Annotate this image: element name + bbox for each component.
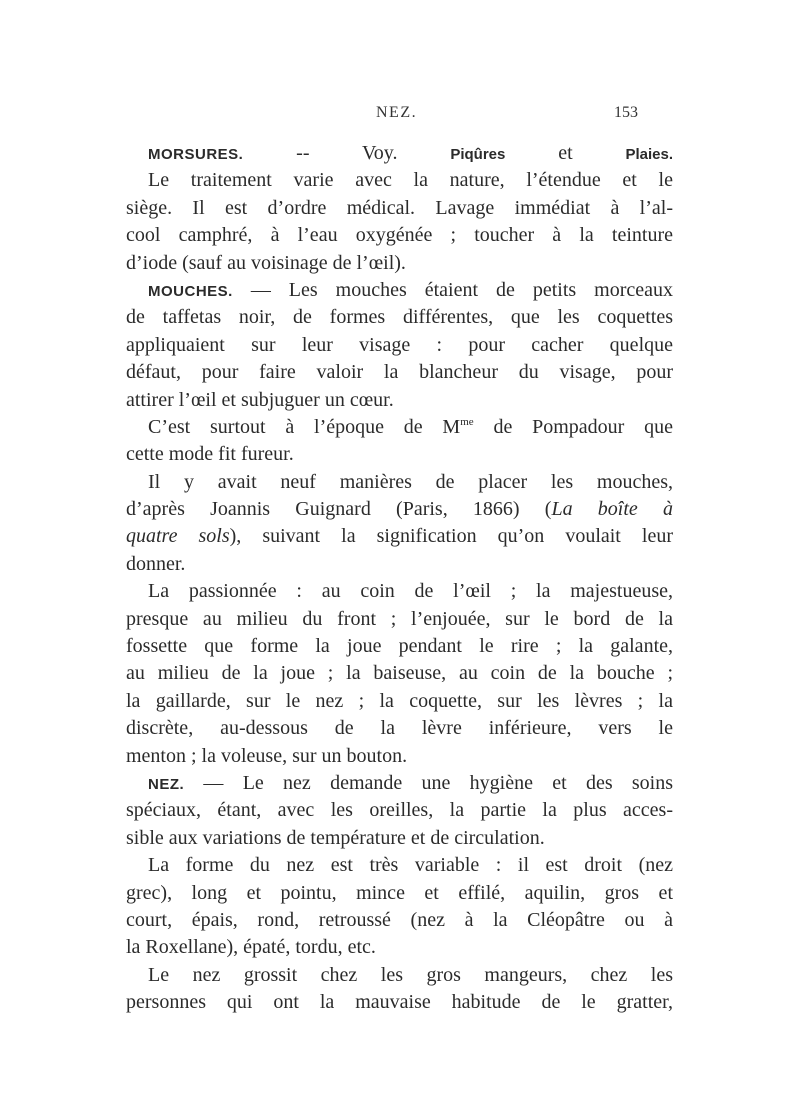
text-segment: d’après Joannis Guignard (Paris, 1866) ( xyxy=(126,498,552,521)
text-line: Il y avait neuf manières de placer les mouches, xyxy=(148,470,673,493)
text-line: siège. Il est d’ordre médical. Lavage immédiat à l’al- xyxy=(126,196,673,219)
entry-keyword-mouches: MOUCHES. xyxy=(148,282,233,300)
text-line: défaut, pour faire valoir la blancheur du visage, pour xyxy=(126,361,673,384)
body-text xyxy=(126,140,673,1017)
text-line: court, épais, rond, retroussé (nez à la Cléopâtre ou à xyxy=(126,908,673,931)
text-line: sible aux variations de température et de circulation. xyxy=(126,826,545,849)
entry-text: — Les mouches étaient de petits morceaux xyxy=(232,278,673,301)
text-line: la gaillarde, sur le nez ; la coquette, sur les lèvres ; la xyxy=(126,689,673,712)
text-segment: ), suivant la signification qu’on voulait leur xyxy=(229,525,673,548)
superscript: me xyxy=(460,415,474,428)
text-line: Le nez grossit chez les gros mangeurs, chez les xyxy=(148,963,673,986)
entry-keyword-nez: NEZ. xyxy=(148,775,185,793)
text-line: attirer l’œil et subjuguer un cœur. xyxy=(126,388,394,411)
cross-ref-et: et xyxy=(505,142,626,164)
cross-ref-piqures: Piqûres xyxy=(450,146,506,163)
cross-ref-voy: -- Voy. xyxy=(243,142,451,164)
page-number: 153 xyxy=(614,104,638,121)
text-line: appliquaient sur leur visage : pour cacher quelque xyxy=(126,333,673,356)
entry-nez-heading xyxy=(126,770,673,797)
text-line: fossette que forme la joue pendant le rire ; la galante, xyxy=(126,635,673,658)
text-line: personnes qui ont la mauvaise habitude de le gratter, xyxy=(126,991,673,1014)
text-line xyxy=(126,496,673,523)
text-line: La forme du nez est très variable : il est droit (nez xyxy=(148,854,673,877)
entry-keyword-morsures: MORSURES. xyxy=(148,146,244,163)
text-line: spéciaux, étant, avec les oreilles, la partie la plus acces- xyxy=(126,799,673,822)
text-line: Le traitement varie avec la nature, l’étendue et le xyxy=(148,169,673,192)
text-line: donner. xyxy=(126,552,186,575)
text-line: cool camphré, à l’eau oxygénée ; toucher à la teinture xyxy=(126,224,673,247)
text-line: presque au milieu du front ; l’enjouée, sur le bord de la xyxy=(126,607,673,630)
book-title-italic: La boîte à xyxy=(551,498,673,521)
text-segment: C’est surtout à l’époque de M xyxy=(148,415,461,438)
entry-morsures-heading xyxy=(126,140,673,167)
running-head-title: NEZ. xyxy=(376,104,418,121)
text-segment: de Pompadour que xyxy=(473,415,673,438)
text-line: grec), long et pointu, mince et effilé, aquilin, gros et xyxy=(126,881,673,904)
text-line: menton ; la voleuse, sur un bouton. xyxy=(126,744,408,767)
text-line: discrète, au-dessous de la lèvre inférieure, vers le xyxy=(126,717,673,740)
text-line xyxy=(126,414,673,441)
text-line: la Roxellane), épaté, tordu, etc. xyxy=(126,936,376,959)
cross-ref-plaies: Plaies. xyxy=(625,146,673,163)
entry-text: — Le nez demande une hygiène et des soins xyxy=(184,771,673,794)
entry-mouches-heading xyxy=(126,277,673,304)
text-line: La passionnée : au coin de l’œil ; la majestueuse, xyxy=(148,580,673,603)
book-title-italic: quatre sols xyxy=(126,525,230,548)
running-head xyxy=(0,104,800,128)
text-line xyxy=(126,523,673,550)
text-line: de taffetas noir, de formes différentes, que les coquettes xyxy=(126,306,673,329)
text-line: au milieu de la joue ; la baiseuse, au coin de la bouche ; xyxy=(126,662,673,685)
text-line: cette mode fit fureur. xyxy=(126,443,294,466)
text-line: d’iode (sauf au voisinage de l’œil). xyxy=(126,251,406,274)
